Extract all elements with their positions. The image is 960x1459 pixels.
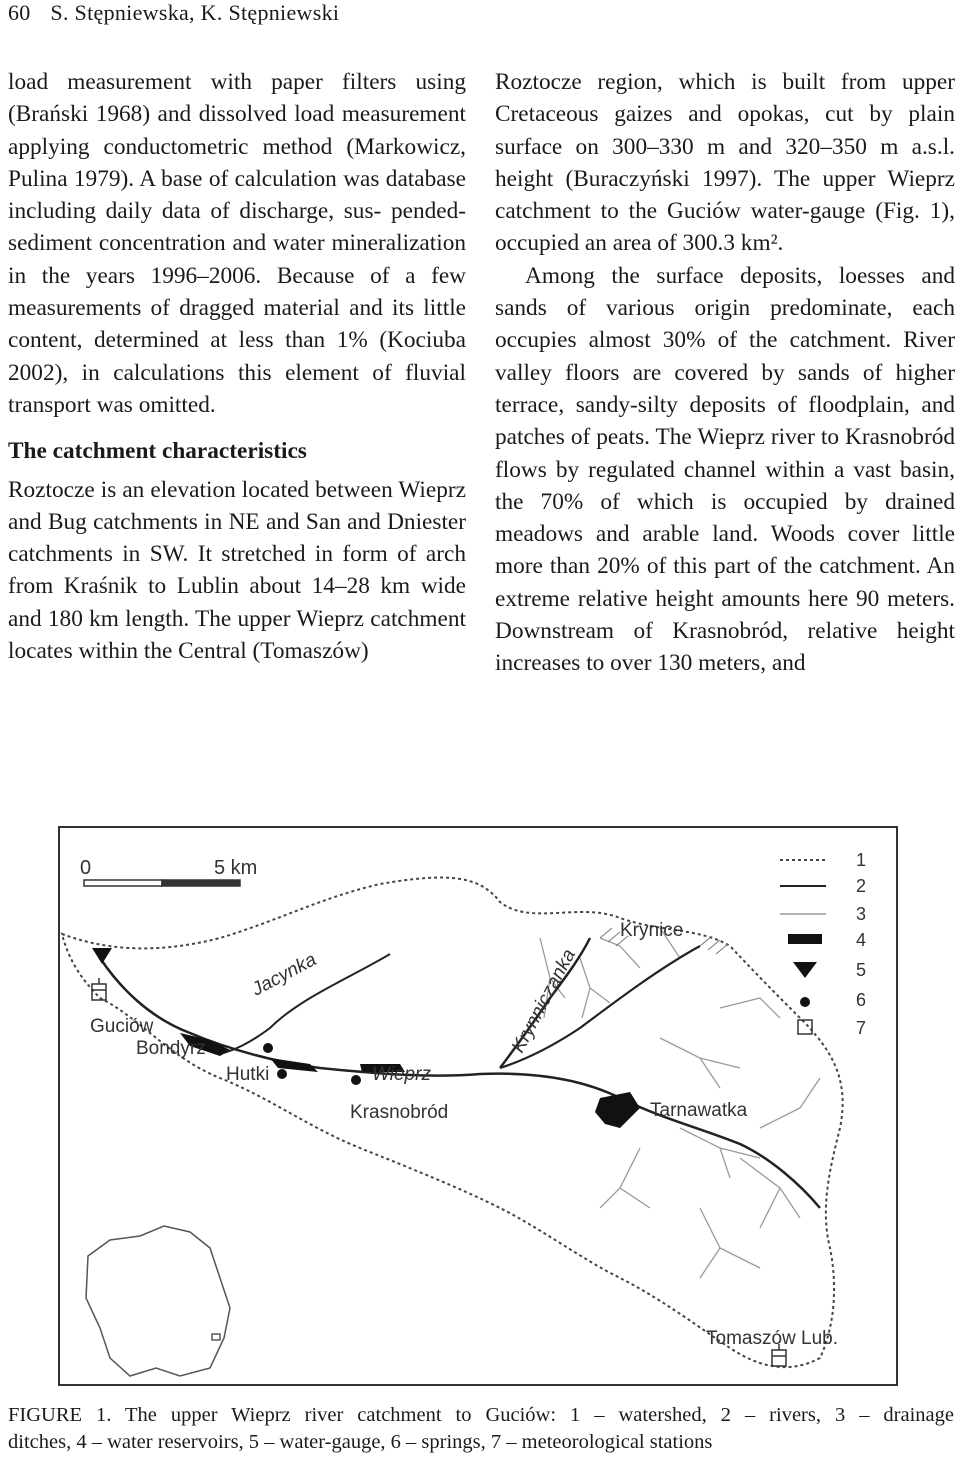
label-krasnobrod: Krasnobród	[350, 1102, 449, 1123]
page-number: 60	[8, 0, 31, 25]
watershed-boundary	[62, 878, 843, 1368]
right-column	[495, 66, 955, 680]
label-krynniczanka: Krynniczanka	[507, 945, 580, 1057]
text-line: pended-sediment concentration and water	[8, 198, 467, 257]
text-line: flows by regulated channel within a vast	[495, 456, 891, 483]
label-jacynka: Jacynka	[248, 949, 320, 1001]
figure-map	[58, 826, 898, 1386]
text-line: to the Guciów water-gauge (Fig. 1),	[600, 198, 955, 225]
label-krynice: Krynice	[620, 920, 684, 941]
spring-icon	[263, 1043, 273, 1053]
text-line: load measurement with paper filters	[8, 69, 397, 95]
label-guciow: Guciów	[90, 1016, 154, 1037]
text-line: deposits of floodplain, and patches of	[495, 391, 955, 451]
label-bondyrz: Bondyrz	[136, 1038, 206, 1059]
reservoir-tarnawatka	[595, 1092, 640, 1128]
text-line: including daily data of discharge, sus-	[8, 198, 382, 225]
section-heading: The catchment characteristics	[8, 438, 307, 465]
legend-label-6: 6	[856, 990, 867, 1010]
label-tarnawatka: Tarnawatka	[650, 1100, 748, 1121]
text-line: by sands of higher terrace, sandy-silty	[495, 359, 955, 418]
text-line: Woods cover little more than 20% of	[495, 521, 956, 580]
text-line: cut by plain surface on 300–330 m and	[495, 101, 955, 160]
text-line: 1997). The upper Wieprz catchment	[495, 165, 956, 225]
caption-line-1: FIGURE 1. The upper Wieprz river catchment to Guciów: 1 – watershed, 2 – rivers, 3 – drainage	[8, 1404, 954, 1426]
text-line: Wieprz and Bug catchments in NE and	[8, 476, 466, 535]
header-authors: S. Stępniewska, K. Stępniewski	[50, 0, 340, 25]
water-gauge-icon	[92, 948, 112, 964]
legend-label-3: 3	[856, 904, 867, 924]
text-line: peats. The Wieprz river to Krasnobród	[596, 424, 955, 451]
text-line: length. The upper Wieprz catchment	[125, 605, 466, 632]
spring-icon	[277, 1069, 287, 1079]
legend-label-2: 2	[856, 876, 867, 896]
scale-start-label: 0	[80, 857, 92, 879]
right-paragraph-1	[495, 66, 955, 260]
text-line: measurement applying conductometric	[8, 101, 467, 160]
text-line: Among the surface deposits, loesses	[525, 262, 905, 289]
river-wieprz	[100, 958, 820, 1208]
label-wieprz: Wieprz	[372, 1064, 431, 1085]
meteo-station-icon	[92, 978, 106, 1000]
text-line: dragged material and its little content,	[8, 295, 467, 354]
legend-label-5: 5	[856, 960, 867, 980]
running-header	[8, 0, 353, 26]
map-legend	[780, 850, 866, 1038]
text-line: A base of calculation was database	[139, 165, 466, 192]
text-line: upper Cretaceous gaizes and opokas,	[495, 69, 955, 128]
legend-label-4: 4	[856, 930, 867, 950]
text-line: Lublin about 14–28 km wide and 180 km	[8, 573, 466, 632]
right-paragraph-2	[495, 260, 955, 680]
text-line: occupied an area of 300.3 km².	[495, 230, 784, 257]
label-tomaszow: Tomaszów Lub.	[706, 1328, 839, 1349]
legend-label-1: 1	[856, 850, 867, 870]
text-line: Because of a few measurements of	[8, 262, 467, 322]
text-line: using (Brański 1968) and dissolved load	[8, 69, 466, 128]
legend-label-7: 7	[856, 1018, 867, 1038]
text-line: catchment. River valley floors are covered	[495, 327, 955, 386]
spring-icon	[351, 1075, 361, 1085]
left-paragraph-2	[8, 474, 466, 668]
text-line: height increases to over 130 meters, and	[495, 618, 955, 677]
poland-inset-map	[86, 1226, 230, 1376]
text-line: fluvial transport was omitted.	[8, 359, 466, 418]
text-line: determined at less than 1% (Kociuba	[93, 327, 467, 354]
text-line: Downstream of Krasnobród, relative	[495, 618, 878, 645]
scale-bar	[80, 857, 257, 886]
text-line: Roztocze region, which is built from	[495, 69, 887, 95]
text-line: this part of the catchment. An extreme	[495, 553, 955, 612]
text-line: 2002), in calculations this element of	[8, 359, 392, 386]
label-hutki: Hutki	[226, 1064, 270, 1085]
text-line: stretched in form of arch from Kraśnik to	[8, 541, 466, 600]
text-line: each occupies almost 30% of the	[495, 295, 956, 354]
caption-line-2: ditches, 4 – water reservoirs, 5 – water-gauge, 6 – springs, 7 – meteorological stations	[8, 1431, 713, 1453]
figure-caption	[8, 1402, 954, 1456]
scale-end-label: 5 km	[214, 857, 258, 879]
text-line: mineralization in the years 1996–2006.	[8, 230, 466, 289]
text-line: relative height amounts here 90 meters.	[577, 585, 956, 612]
text-line: by drained meadows and arable land.	[495, 488, 956, 548]
inset-location-marker	[212, 1334, 220, 1340]
text-line: basin, the 70% of which is occupied	[495, 456, 955, 515]
text-line: and sands of various origin predominate,	[495, 262, 955, 322]
text-line: San and Dniester catchments in SW. It	[8, 508, 467, 568]
left-column	[8, 66, 466, 667]
left-paragraph-1	[8, 66, 466, 421]
text-line: Roztocze is an elevation located between	[8, 476, 393, 503]
text-line: 320–350 m a.s.l. height (Buraczyński	[495, 133, 955, 192]
catchment-map	[60, 828, 896, 1384]
text-line: method (Markowicz, Pulina 1979).	[8, 133, 467, 192]
text-line: locates within the Central (Tomaszów)	[8, 638, 369, 665]
